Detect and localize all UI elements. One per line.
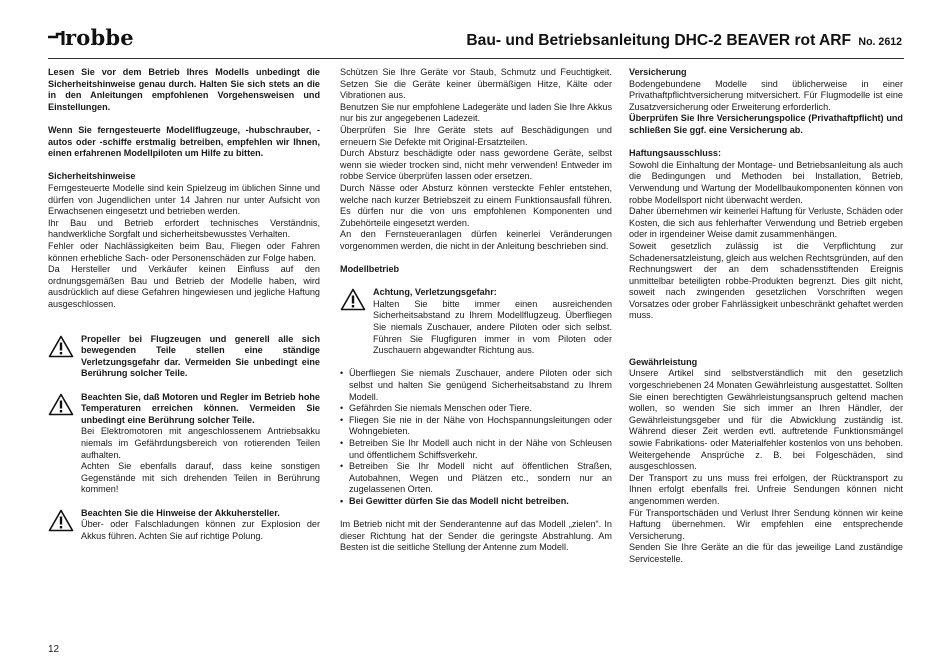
warning-triangle-icon — [340, 288, 366, 311]
warranty-paragraph-4: Senden Sie Ihre Geräte an die für das jeweilige Land zuständige Servicestelle. — [629, 542, 903, 564]
insurance-paragraph: Bodengebundene Modelle sind üblicherweise in einer Privathaftpflichtversicherung mitversichert. Für Flugmodelle ist eine Zusatzversicherung oder Erweiterung erforderlich. — [629, 78, 903, 112]
warning-battery — [48, 508, 320, 543]
care-paragraph-2: Benutzen Sie nur empfohlene Ladegeräte und laden Sie Ihre Akkus nur bis zur angegebenen Ladezeit. — [340, 101, 612, 124]
warranty-paragraph-1: Unsere Artikel sind selbstverständlich mit den gesetzlich vorgeschriebenen 24 Monaten Gewährleistung ausgestattet. Sollten Sie einen berechtigten Gewährleistungsanspruch geltend machen wollen, so wenden Sie sich immer an Ihren Händler, der Gewährleistungsgeber und für die Abwicklung zuständig ist. Während dieser Zeit werden evtl. auftretende Funktionsmängel sowie Fabrikations- oder Materialfehler kostenlos von uns behoben. Weitergehende Ansprüche z. B. bei Folgeschäden, sind ausgeschlossen. — [629, 368, 903, 472]
model-operation-heading: Modellbetrieb — [340, 264, 400, 275]
warning-triangle-icon — [48, 393, 74, 416]
warning-triangle-icon — [48, 509, 74, 532]
care-paragraph-4: Durch Absturz beschädigte oder nass gewordene Geräte, selbst wenn sie wieder trocken sind, nicht mehr verwenden! Entweder im robbe Service überprüfen lassen oder ersetzen. — [340, 148, 612, 182]
list-item-thunderstorm: • Bei Gewitter dürfen Sie das Modell nicht betreiben. — [340, 495, 569, 506]
liability-paragraph-1: Sowohl die Einhaltung der Montage- und Betriebsanleitung als auch die Bedingungen und Methoden bei Installation, Betrieb, Verwendung und Wartung der Modellbaukomponenten können von robbe Modellsport nicht überwacht werden. — [629, 159, 903, 205]
safety-paragraph-2: Ihr Bau und Betrieb erfordert technisches Verständnis, handwerkliche Sorgfalt und sicherheitsbewusstes Verhalten. — [48, 217, 320, 240]
liability-heading: Haftungsausschluss: — [629, 148, 721, 159]
liability-paragraph-3: Soweit gesetzlich zulässig ist die Verpflichtung zur Schadenersatzleistung, gleich aus welchen Rechtsgründen, auf den Rechnungswert der an dem schadensstiftenden Ereignis unmittelbar beteiligten robbe-Produkten begrenzt. Dies gilt nicht, soweit nach zwingenden gesetzlichen Vorschriften wegen Vorsatzes oder grober Fahrlässigkeit unbeschränkt gehaftet werden muss. — [629, 240, 903, 321]
page-header — [48, 26, 904, 56]
document-title — [466, 32, 902, 50]
list-item: • Fliegen Sie nie in der Nähe von Hochspannungsleitungen oder Wohngebieten. — [340, 414, 612, 437]
liability-paragraph-2: Daher übernehmen wir keinerlei Haftung für Verluste, Schäden oder Kosten, die sich aus fehlerhafter Verwendung und Betrieb ergeben oder in irgendeiner Weise damit zusammenhängen. — [629, 206, 903, 240]
operation-bullet-list — [340, 368, 612, 507]
warning-propeller — [48, 334, 320, 380]
care-paragraph-6: An den Fernsteueranlagen dürfen keinerlei Veränderungen vorgenommen werden, die nicht in der Anleitung beschrieben sind. — [340, 229, 612, 251]
warning-temperature-text-1: Bei Elektromotoren mit angeschlossenem Antriebsakku niemals im Gefährdungsbereich von rotierenden Teilen aufhalten. — [81, 426, 320, 460]
safety-paragraph-3: Fehler oder Nachlässigkeiten beim Bau, Fliegen oder Fahren können erhebliche Sach- oder Personenschäden zur Folge haben. — [48, 240, 320, 263]
insurance-paragraph-bold: Überprüfen Sie Ihre Versicherungspolice (Privathaftpflicht) und schließen Sie ggf. eine Versicherung ab. — [629, 113, 903, 135]
list-item: • Gefährden Sie niemals Menschen oder Tiere. — [340, 403, 532, 414]
warning-injury-title: Achtung, Verletzungsgefahr: — [373, 287, 497, 298]
warning-injury — [340, 287, 612, 357]
warning-temperature — [48, 392, 320, 496]
intro-paragraph-2: Wenn Sie ferngesteuerte Modellflugzeuge, -hubschrauber, -autos oder -schiffe erstmalig betreiben, empfehlen wir Ihnen, einen erfahrenen Modellpiloten um Hilfe zu bitten. — [48, 124, 320, 159]
care-paragraph-3: Überprüfen Sie Ihre Geräte stets auf Beschädigungen und erneuern Sie Defekte mit Original-Ersatzteilen. — [340, 124, 612, 147]
list-item: • Überfliegen Sie niemals Zuschauer, andere Piloten oder sich selbst und halten Sie genügend Sicherheitsabstand zu Ihrem Modell. — [340, 368, 612, 402]
care-paragraph-5: Durch Nässe oder Absturz können versteckte Fehler entstehen, welche nach kurzer Betriebszeit zu einem Funktionsausfall führen. Es dürfen nur die von uns empfohlenen Komponenten und Zubehörteile eingesetzt werden. — [340, 182, 612, 228]
warranty-paragraph-2: Der Transport zu uns muss frei erfolgen, der Rücktransport zu Ihnen erfolgt ebenfalls frei. Unfreie Sendungen können nicht angenommen werden. — [629, 472, 903, 506]
column-left — [48, 67, 320, 542]
warning-temperature-title: Beachten Sie, daß Motoren und Regler im Betrieb hohe Temperaturen erreichen können. Vermeiden Sie unbedingt eine Berührung solcher Teile. — [81, 391, 320, 425]
article-number: No. 2612 — [858, 36, 902, 48]
logo-text: robbe — [65, 25, 134, 50]
insurance-heading: Versicherung — [629, 67, 687, 77]
safety-paragraph-4: Da Hersteller und Verkäufer keinen Einfluss auf den ordnungsgemäßen Bau und Betrieb der Modelle haben, wird ausdrücklich auf diese Gefahren hingewiesen und jegliche Haftung ausgeschlossen. — [48, 264, 320, 309]
warning-battery-text: Über- oder Falschladungen können zur Explosion der Akkus führen. Achten Sie auf richtige Polung. — [81, 519, 320, 541]
antenna-paragraph: Im Betrieb nicht mit der Senderantenne auf das Modell „zielen“. In dieser Richtung hat der Sender die geringste Abstrahlung. Am Besten ist die seitliche Stellung der Antenne zum Modell. — [340, 519, 612, 553]
warranty-heading: Gewährleistung — [629, 356, 698, 367]
care-paragraph-1: Schützen Sie Ihre Geräte vor Staub, Schmutz und Feuchtigkeit. Setzen Sie die Geräte keiner übermäßigen Hitze, Kälte oder Vibrationen aus. — [340, 67, 612, 101]
column-right — [629, 67, 903, 566]
column-middle — [340, 67, 612, 554]
intro-paragraph-1: Lesen Sie vor dem Betrieb Ihres Modells unbedingt die Sicherheitshinweise genau durch. Halten Sie sich stets an die in den Anleitungen empfohlenen Vorgehensweisen und Einstellungen. — [48, 67, 320, 112]
warning-propeller-text: Propeller bei Flugzeugen und generell alle sich bewegenden Teile stellen eine ständige Verletzungsgefahr dar. Vermeiden Sie unbedingt eine Berührung solcher Teile. — [81, 333, 320, 379]
warning-temperature-text-2: Achten Sie ebenfalls darauf, dass keine sonstigen Gegenstände mit sich drehenden Teilen in Berührung kommen! — [81, 461, 320, 495]
document-title-text: Bau- und Betriebsanleitung DHC-2 BEAVER rot ARF — [466, 32, 852, 49]
warning-battery-title: Beachten Sie die Hinweise der Akkuhersteller. — [81, 507, 280, 518]
list-item: • Betreiben Sie Ihr Modell auch nicht in der Nähe von Schleusen und öffentlichem Schiffsverkehr. — [340, 438, 612, 460]
warning-injury-text: Halten Sie bitte immer einen ausreichenden Sicherheitsabstand zu Ihrem Modellflugzeug. Überfliegen Sie niemals Zuschauer, andere Piloten oder sich selbst. Führen Sie Flugfiguren immer in vom Piloten oder Zuschauern abgewandter Richtung aus. — [373, 298, 612, 356]
list-item: • Betreiben Sie Ihr Modell nicht auf öffentlichen Straßen, Autobahnen, Wegen und Plätzen etc., sondern nur an zugelassenen Orten. — [340, 461, 612, 495]
safety-heading: Sicherheitshinweise — [48, 171, 136, 182]
page-number: 12 — [48, 644, 60, 655]
warranty-paragraph-3: Für Transportschäden und Verlust Ihrer Sendung können wir keine Haftung übernehmen. Wir empfehlen eine entsprechende Versicherung. — [629, 507, 903, 541]
warning-triangle-icon — [48, 335, 74, 358]
header-rule — [48, 58, 904, 59]
safety-paragraph-1: Ferngesteuerte Modelle sind kein Spielzeug im üblichen Sinne und dürfen von Jugendlichen unter 14 Jahren nur unter Aufsicht von Erwachsenen eingesetzt und betrieben werden. — [48, 182, 320, 217]
